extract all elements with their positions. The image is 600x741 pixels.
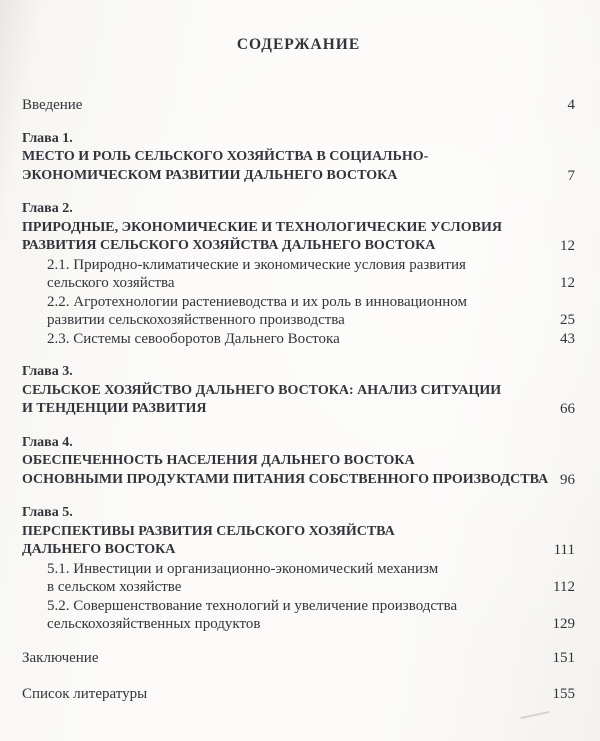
entry-title-line: ОСНОВНЫМИ ПРОДУКТАМИ ПИТАНИЯ СОБСТВЕННОГО ПРОИЗВОДСТВА — [22, 471, 549, 487]
entry-title-line: 2.2. Агротехнологии растениеводства и их роль в инновационном — [47, 293, 467, 310]
entry-title-line: РАЗВИТИЯ СЕЛЬСКОГО ХОЗЯЙСТВА ДАЛЬНЕГО ВОСТОКА — [22, 238, 436, 253]
entry-title-line: 5.2. Совершенствование технологий и увеличение производства — [47, 597, 458, 614]
page-number: 111 — [553, 542, 575, 558]
toc-entry-2-3 — [22, 330, 575, 349]
page-number: 25 — [560, 312, 575, 328]
toc-entry-conclusion — [22, 649, 575, 668]
page-number: 96 — [560, 471, 575, 488]
toc-entry-chapter-1 — [22, 130, 575, 186]
toc-group-chapter-2 — [22, 200, 575, 348]
page-number: 4 — [567, 97, 575, 113]
entry-title-line: ПРИРОДНЫЕ, ЭКОНОМИЧЕСКИЕ И ТЕХНОЛОГИЧЕСКИЕ УСЛОВИЯ — [22, 219, 502, 235]
entry-title-line: И ТЕНДЕНЦИИ РАЗВИТИЯ — [22, 401, 207, 416]
page-number: 155 — [552, 686, 575, 702]
entry-title-line: СЕЛЬСКОЕ ХОЗЯЙСТВО ДАЛЬНЕГО ВОСТОКА: АНАЛИЗ СИТУАЦИИ — [22, 382, 502, 398]
entry-title-line: ПЕРСПЕКТИВЫ РАЗВИТИЯ СЕЛЬСКОГО ХОЗЯЙСТВА — [22, 523, 395, 539]
toc-entry-5-2 — [22, 597, 575, 634]
entry-title-line: 2.1. Природно-климатические и экономические условия развития — [47, 256, 466, 273]
entry-title-line: сельскохозяйственных продуктов — [47, 616, 261, 632]
page-number: 7 — [567, 167, 575, 184]
toc-entry-chapter-3 — [22, 363, 575, 419]
chapter-label: Глава 2. — [22, 201, 73, 216]
chapter-label: Глава 4. — [22, 434, 73, 450]
entry-title-line: 5.1. Инвестиции и организационно-экономический механизм — [47, 560, 439, 577]
chapter-label: Глава 1. — [22, 130, 73, 146]
page-number: 151 — [552, 649, 575, 666]
toc-entry-chapter-2 — [22, 200, 575, 256]
toc-entry-2-1 — [22, 256, 575, 293]
toc-entry-chapter-4 — [22, 434, 575, 490]
toc-entry-introduction — [22, 96, 575, 115]
page-number: 66 — [560, 401, 575, 417]
toc-entry-2-2 — [22, 293, 575, 330]
chapter-label: Глава 5. — [22, 505, 73, 520]
entry-title-line: развитии сельскохозяйственного производства — [47, 312, 345, 328]
page-number: 43 — [560, 330, 575, 347]
page-number: 12 — [560, 238, 575, 254]
entry-title: Введение — [22, 97, 83, 113]
toc-group-chapter-5 — [22, 504, 575, 634]
page-title: СОДЕРЖАНИЕ — [236, 36, 361, 53]
toc-entry-chapter-5 — [22, 504, 575, 560]
toc-entry-5-1 — [22, 560, 575, 597]
entry-title-line: ОБЕСПЕЧЕННОСТЬ НАСЕЛЕНИЯ ДАЛЬНЕГО ВОСТОКА — [22, 453, 415, 468]
entry-title-line: ЭКОНОМИЧЕСКОМ РАЗВИТИИ ДАЛЬНЕГО ВОСТОКА — [22, 167, 398, 183]
entry-title-line: МЕСТО И РОЛЬ СЕЛЬСКОГО ХОЗЯЙСТВА В СОЦИАЛЬНО- — [22, 149, 429, 164]
page-number: 112 — [553, 579, 575, 595]
entry-title: 2.3. Системы севооборотов Дальнего Востока — [47, 330, 340, 347]
page-number: 129 — [552, 616, 575, 632]
toc-entry-references — [22, 685, 575, 704]
entry-title: Заключение — [22, 649, 99, 666]
chapter-label: Глава 3. — [22, 364, 73, 379]
entry-title-line: сельского хозяйства — [47, 275, 175, 291]
entry-title: Список литературы — [22, 686, 148, 702]
page-number: 12 — [560, 275, 575, 291]
entry-title-line: в сельском хозяйстве — [47, 579, 182, 595]
entry-title-line: ДАЛЬНЕГО ВОСТОКА — [22, 542, 176, 557]
